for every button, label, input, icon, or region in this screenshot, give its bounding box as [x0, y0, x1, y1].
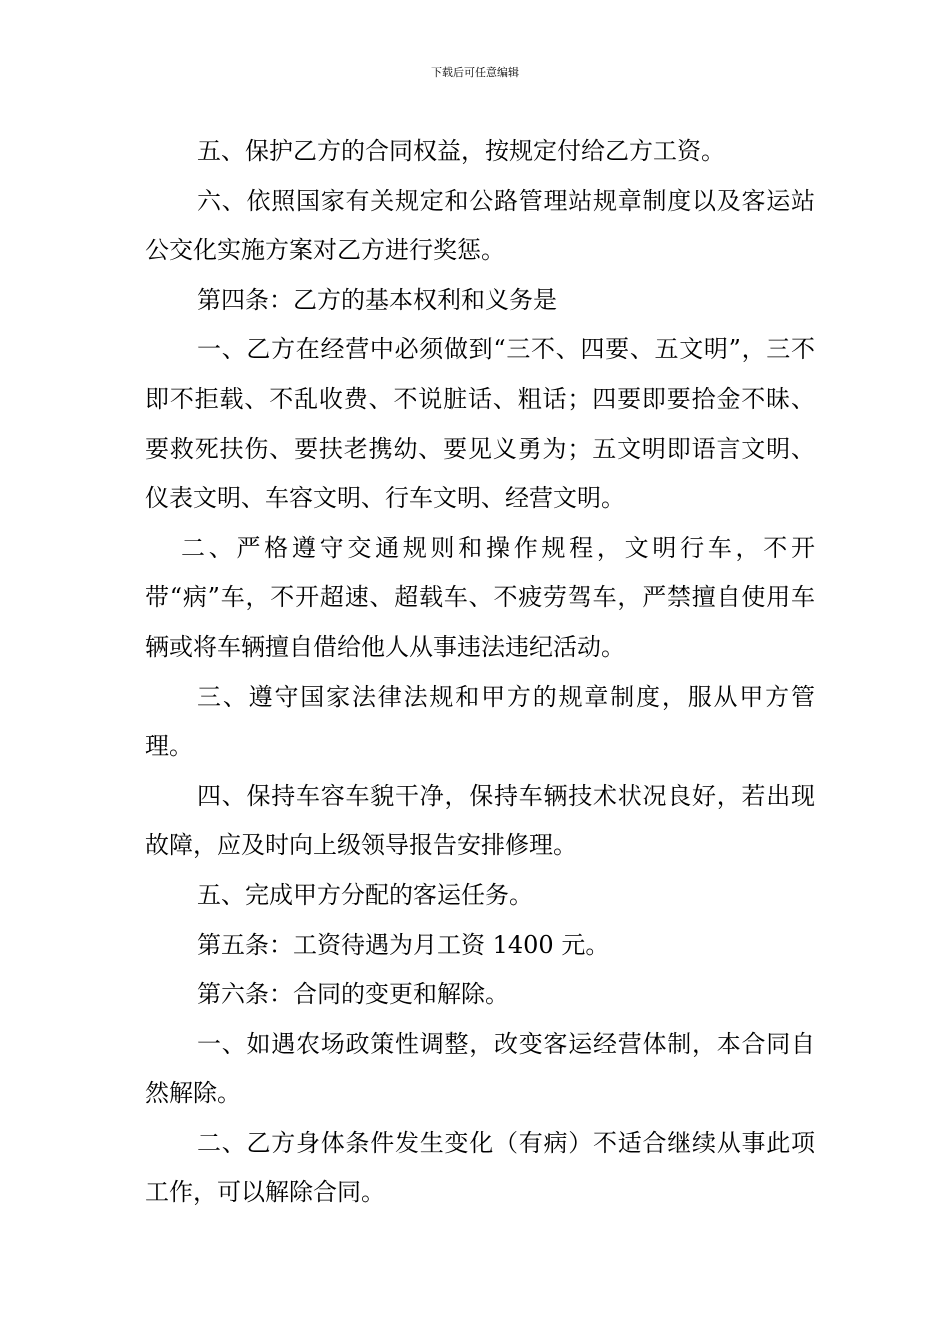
article-five-salary: 第五条：工资待遇为月工资 1400 元。	[197, 930, 610, 959]
paragraph-civility-requirements: 一、乙方在经营中必须做到“三不、四要、五文明”，三不即不拒载、不乱收费、不说脏话、粗话；四要即要拾金不昧、要救死扶伤、要扶老携幼、要见义勇为；五文明即语言文明、仪表文明、车容文明、行车文明、经营文明。	[145, 335, 815, 513]
page-header: 下载后可任意编辑	[431, 66, 519, 79]
paragraph-health-condition: 二、乙方身体条件发生变化（有病）不适合继续从事此项工作，可以解除合同。	[145, 1128, 815, 1207]
paragraph-rewards-penalties: 六、依照国家有关规定和公路管理站规章制度以及客运站公交化实施方案对乙方进行奖惩。	[145, 186, 815, 265]
paragraph-policy-adjustment: 一、如遇农场政策性调整，改变客运经营体制，本合同自然解除。	[145, 1029, 815, 1108]
paragraph-obey-laws: 三、遵守国家法律法规和甲方的规章制度，服从甲方管理。	[145, 682, 815, 761]
document-body	[145, 127, 815, 1218]
paragraph-transport-tasks: 五、完成甲方分配的客运任务。	[197, 880, 533, 909]
paragraph-vehicle-maintenance: 四、保持车容车貌干净，保持车辆技术状况良好，若出现故障，应及时向上级领导报告安排修理。	[145, 781, 815, 860]
paragraph-traffic-rules: 二、严格遵守交通规则和操作规程，文明行车，不开带“病”车，不开超速、超载车、不疲劳驾车，严禁擅自使用车辆或将车辆擅自借给他人从事违法违纪活动。	[145, 533, 815, 661]
paragraph-protect-rights: 五、保护乙方的合同权益，按规定付给乙方工资。	[197, 137, 725, 165]
article-four-heading: 第四条：乙方的基本权利和义务是	[197, 285, 557, 314]
article-six-heading: 第六条：合同的变更和解除。	[197, 980, 509, 1009]
